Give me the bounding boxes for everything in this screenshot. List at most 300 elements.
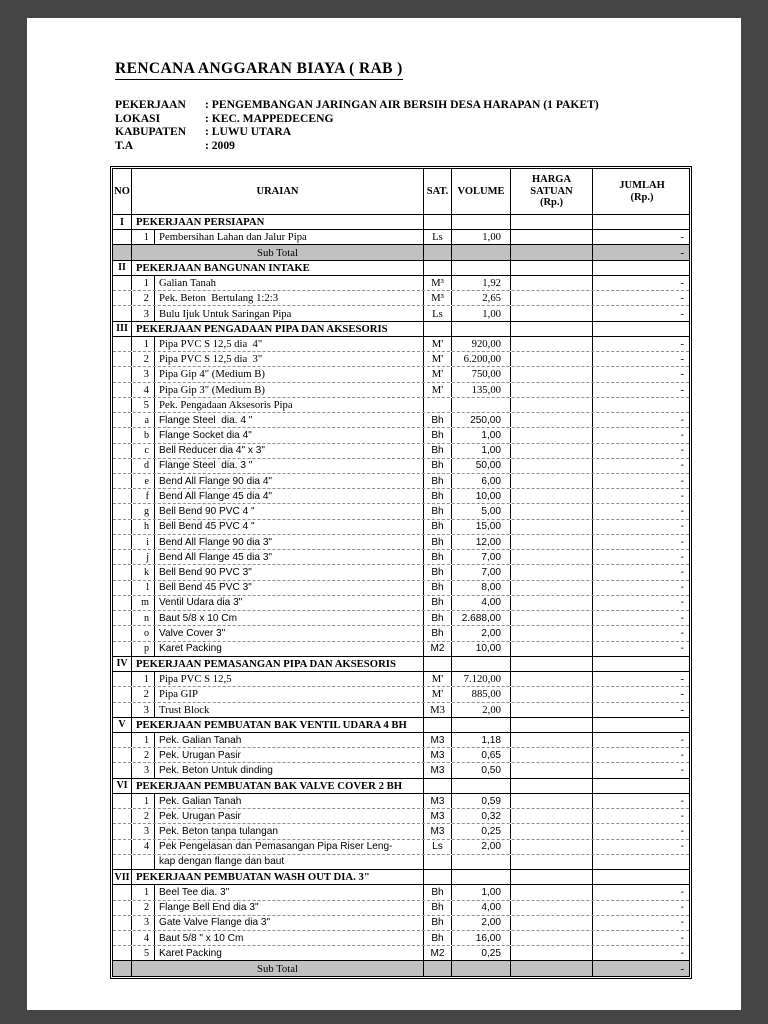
cell-no bbox=[113, 459, 132, 473]
table-row-item-3 bbox=[113, 915, 689, 930]
cell-harga bbox=[511, 794, 593, 808]
cell-sat bbox=[424, 215, 452, 229]
cell-harga bbox=[511, 322, 593, 336]
cell-no bbox=[113, 809, 132, 823]
cell-no bbox=[113, 276, 132, 290]
cell-no bbox=[113, 230, 132, 244]
cell-num: 3 bbox=[132, 763, 155, 777]
cell-uraian: Valve Cover 3" bbox=[155, 626, 424, 640]
cell-volume: 10,00 bbox=[452, 642, 511, 656]
cell-harga bbox=[511, 520, 593, 534]
cell-harga bbox=[511, 352, 593, 366]
cell-sat: Bh bbox=[424, 596, 452, 610]
cell-no bbox=[113, 733, 132, 747]
cell-volume: 1,00 bbox=[452, 885, 511, 899]
cell-jumlah: - bbox=[680, 277, 684, 290]
cell-jumlah: - bbox=[680, 551, 684, 563]
cell-volume bbox=[452, 215, 511, 229]
cell-harga bbox=[511, 581, 593, 595]
table-row-item-f bbox=[113, 488, 689, 503]
cell-jumlah: - bbox=[680, 902, 684, 914]
cell-num: j bbox=[132, 550, 155, 564]
cell-num: a bbox=[132, 413, 155, 427]
cell-uraian: PEKERJAAN PEMBUATAN BAK VALVE COVER 2 BH bbox=[132, 779, 424, 793]
cell-uraian: Pipa PVC S 12,5 dia 3" bbox=[155, 352, 424, 366]
cell-no bbox=[113, 245, 132, 259]
table-row-item-d bbox=[113, 458, 689, 473]
cell-uraian: Bell Reducer dia 4" x 3" bbox=[155, 444, 424, 458]
cell-no bbox=[113, 626, 132, 640]
table-row-section-VII bbox=[113, 869, 689, 884]
cell-no bbox=[113, 398, 132, 412]
table-row-subtotal bbox=[113, 244, 689, 259]
cell-uraian: Baut 5/8 x 10 Cm bbox=[155, 611, 424, 625]
cell-uraian: Ventil Udara dia 3" bbox=[155, 596, 424, 610]
meta-value: : KEC. MAPPEDECENG bbox=[205, 111, 334, 125]
table-row-item-5 bbox=[113, 397, 689, 412]
header-cell-jumlah: JUMLAH (Rp.) bbox=[619, 180, 665, 203]
cell-jumlah: - bbox=[680, 765, 684, 777]
cell-jumlah: - bbox=[680, 490, 684, 502]
cell-volume: 2.688,00 bbox=[452, 611, 511, 625]
header-cell-uraian: URAIAN bbox=[132, 169, 424, 214]
table-row-section-IV bbox=[113, 656, 689, 671]
cell-volume: 7,00 bbox=[452, 565, 511, 579]
cell-uraian: Pipa PVC S 12,5 dia 4" bbox=[155, 337, 424, 351]
cell-uraian: Flange Bell End dia 3" bbox=[155, 901, 424, 915]
cell-jumlah: - bbox=[680, 627, 684, 639]
cell-sat: Bh bbox=[424, 459, 452, 473]
cell-sat bbox=[424, 261, 452, 275]
cell-num: 1 bbox=[132, 885, 155, 899]
table-row-item-b bbox=[113, 427, 689, 442]
cell-volume bbox=[452, 398, 511, 412]
cell-sat: M2 bbox=[424, 642, 452, 656]
table-row-item-c bbox=[113, 443, 689, 458]
cell-jumlah bbox=[593, 322, 691, 336]
cell-jumlah: - bbox=[680, 506, 684, 518]
cell-sat bbox=[424, 779, 452, 793]
cell-num: e bbox=[132, 474, 155, 488]
cell-volume: 1,92 bbox=[452, 276, 511, 290]
cell-no bbox=[113, 672, 132, 686]
cell-uraian: Baut 5/8 " x 10 Cm bbox=[155, 931, 424, 945]
cell-sat bbox=[424, 961, 452, 975]
meta-value: : LUWU UTARA bbox=[205, 125, 292, 138]
cell-sat: M3 bbox=[424, 748, 452, 762]
cell-jumlah: - bbox=[680, 292, 684, 305]
cell-uraian: Gate Valve Flange dia 3" bbox=[155, 916, 424, 930]
cell-uraian: Pek. Beton Bertulang 1:2:3 bbox=[155, 291, 424, 305]
cell-sat: Ls bbox=[424, 230, 452, 244]
cell-jumlah bbox=[593, 398, 691, 412]
cell-uraian: Bell Bend 90 PVC 3" bbox=[155, 565, 424, 579]
cell-uraian: kap dengan flange dan baut bbox=[155, 855, 424, 869]
cell-jumlah: - bbox=[680, 368, 684, 381]
cell-uraian: Karet Packing bbox=[155, 946, 424, 960]
cell-no bbox=[113, 855, 132, 869]
cell-volume: 0,32 bbox=[452, 809, 511, 823]
table-row-section-V bbox=[113, 717, 689, 732]
cell-harga bbox=[511, 718, 593, 732]
cell-sat: Bh bbox=[424, 535, 452, 549]
cell-jumlah: - bbox=[680, 414, 684, 426]
table-row-item-3 bbox=[113, 305, 689, 320]
table-row-item-n bbox=[113, 610, 689, 625]
cell-volume: 750,00 bbox=[452, 367, 511, 381]
cell-harga bbox=[511, 306, 593, 320]
table-row-item-2 bbox=[113, 290, 689, 305]
cell-num: o bbox=[132, 626, 155, 640]
cell-volume bbox=[452, 322, 511, 336]
cell-jumlah bbox=[593, 779, 691, 793]
cell-harga bbox=[511, 703, 593, 717]
cell-no bbox=[113, 413, 132, 427]
cell-volume: 0,59 bbox=[452, 794, 511, 808]
cell-no bbox=[113, 642, 132, 656]
cell-volume: 4,00 bbox=[452, 596, 511, 610]
cell-no bbox=[113, 352, 132, 366]
cell-sat bbox=[424, 245, 452, 259]
cell-uraian: Bend All Flange 90 dia 3" bbox=[155, 535, 424, 549]
cell-no bbox=[113, 703, 132, 717]
table-row-item-4 bbox=[113, 382, 689, 397]
cell-sat: Bh bbox=[424, 413, 452, 427]
table-row-item-3 bbox=[113, 702, 689, 717]
cell-no bbox=[113, 337, 132, 351]
cell-uraian: Flange Steel dia. 4 " bbox=[155, 413, 424, 427]
cell-sat: Bh bbox=[424, 916, 452, 930]
cell-volume: 135,00 bbox=[452, 383, 511, 397]
table-header-row bbox=[113, 169, 689, 214]
cell-uraian: PEKERJAAN BANGUNAN INTAKE bbox=[132, 261, 424, 275]
cell-sat bbox=[424, 718, 452, 732]
cell-volume: 250,00 bbox=[452, 413, 511, 427]
cell-sat: M' bbox=[424, 337, 452, 351]
cell-no: VI bbox=[113, 779, 132, 793]
cell-uraian: PEKERJAAN PEMBUATAN BAK VENTIL UDARA 4 BH bbox=[132, 718, 424, 732]
cell-volume: 2,00 bbox=[452, 916, 511, 930]
cell-sat: Bh bbox=[424, 504, 452, 518]
document-page bbox=[27, 18, 741, 1010]
cell-sat: M' bbox=[424, 352, 452, 366]
table-row-item-3 bbox=[113, 366, 689, 381]
cell-harga bbox=[511, 459, 593, 473]
cell-harga bbox=[511, 657, 593, 671]
cell-uraian: Bell Bend 45 PVC 3" bbox=[155, 581, 424, 595]
cell-no bbox=[113, 611, 132, 625]
cell-volume: 2,00 bbox=[452, 840, 511, 854]
cell-no bbox=[113, 565, 132, 579]
cell-num: 1 bbox=[132, 672, 155, 686]
cell-no bbox=[113, 474, 132, 488]
cell-sat: M3 bbox=[424, 763, 452, 777]
cell-num: d bbox=[132, 459, 155, 473]
table-row-item-1 bbox=[113, 732, 689, 747]
cell-harga bbox=[511, 367, 593, 381]
cell-uraian: Bend All Flange 45 dia 3" bbox=[155, 550, 424, 564]
cell-volume bbox=[452, 779, 511, 793]
cell-volume: 2,00 bbox=[452, 626, 511, 640]
cell-jumlah: - bbox=[680, 337, 684, 350]
cell-sat: Ls bbox=[424, 306, 452, 320]
cell-harga bbox=[511, 916, 593, 930]
cell-sat: Bh bbox=[424, 626, 452, 640]
cell-jumlah: - bbox=[680, 643, 684, 655]
cell-num: 2 bbox=[132, 901, 155, 915]
cell-sat: M' bbox=[424, 672, 452, 686]
cell-no bbox=[113, 840, 132, 854]
cell-volume bbox=[452, 261, 511, 275]
cell-sat: Bh bbox=[424, 931, 452, 945]
cell-volume bbox=[452, 961, 511, 975]
table-row-item-1 bbox=[113, 884, 689, 899]
cell-volume: 920,00 bbox=[452, 337, 511, 351]
cell-harga bbox=[511, 398, 593, 412]
cell-harga bbox=[511, 901, 593, 915]
cell-harga bbox=[511, 489, 593, 503]
cell-volume: 7.120,00 bbox=[452, 672, 511, 686]
header-cell-sat: SAT. bbox=[424, 169, 452, 214]
cell-no bbox=[113, 931, 132, 945]
cell-volume: 1,00 bbox=[452, 444, 511, 458]
cell-volume: 2,00 bbox=[452, 703, 511, 717]
cell-jumlah: - bbox=[680, 688, 684, 701]
cell-volume: 5,00 bbox=[452, 504, 511, 518]
cell-no bbox=[113, 550, 132, 564]
cell-no bbox=[113, 581, 132, 595]
cell-no: IV bbox=[113, 657, 132, 671]
cell-jumlah: - bbox=[680, 886, 684, 898]
cell-volume: 1,18 bbox=[452, 733, 511, 747]
cell-harga bbox=[511, 672, 593, 686]
header-cell-harga-satuan: HARGA SATUAN (Rp.) bbox=[511, 169, 593, 214]
cell-uraian: PEKERJAAN PEMASANGAN PIPA DAN AKSESORIS bbox=[132, 657, 424, 671]
cell-volume: 1,00 bbox=[452, 306, 511, 320]
cell-jumlah: - bbox=[680, 703, 684, 716]
cell-no bbox=[113, 520, 132, 534]
cell-no bbox=[113, 428, 132, 442]
cell-jumlah: - bbox=[680, 749, 684, 761]
cell-harga bbox=[511, 261, 593, 275]
meta-label: T.A bbox=[115, 138, 134, 152]
cell-volume: 50,00 bbox=[452, 459, 511, 473]
table-row-item-k bbox=[113, 564, 689, 579]
cell-harga bbox=[511, 748, 593, 762]
cell-harga bbox=[511, 855, 593, 869]
cell-harga bbox=[511, 733, 593, 747]
cell-sat: Bh bbox=[424, 550, 452, 564]
cell-volume: 16,00 bbox=[452, 931, 511, 945]
table-row-item-5 bbox=[113, 945, 689, 960]
table-row-item-3 bbox=[113, 823, 689, 838]
cell-uraian: Galian Tanah bbox=[155, 276, 424, 290]
cell-volume: 0,25 bbox=[452, 824, 511, 838]
cell-no bbox=[113, 504, 132, 518]
meta-label: PEKERJAAN bbox=[115, 98, 186, 111]
rab-table-inner bbox=[112, 168, 690, 977]
cell-volume: 0,50 bbox=[452, 763, 511, 777]
table-row-item-l bbox=[113, 580, 689, 595]
cell-sat: M3 bbox=[424, 703, 452, 717]
cell-jumlah bbox=[593, 855, 691, 869]
cell-no bbox=[113, 687, 132, 701]
cell-jumlah: - bbox=[680, 231, 684, 244]
table-row-item-2 bbox=[113, 747, 689, 762]
cell-harga bbox=[511, 550, 593, 564]
meta-label: KABUPATEN bbox=[115, 125, 187, 138]
cell-no: II bbox=[113, 261, 132, 275]
cell-volume: 1,00 bbox=[452, 230, 511, 244]
cell-sat: M³ bbox=[424, 291, 452, 305]
cell-num: 1 bbox=[132, 733, 155, 747]
cell-jumlah: - bbox=[680, 673, 684, 686]
meta-row-pekerjaan bbox=[115, 98, 599, 112]
cell-uraian: Flange Socket dia 4" bbox=[155, 428, 424, 442]
cell-volume: 12,00 bbox=[452, 535, 511, 549]
cell-harga bbox=[511, 931, 593, 945]
cell-harga bbox=[511, 444, 593, 458]
cell-uraian: Pek Pengelasan dan Pemasangan Pipa Riser Leng- bbox=[155, 840, 424, 854]
cell-jumlah: - bbox=[680, 567, 684, 578]
cell-volume: 6,00 bbox=[452, 474, 511, 488]
table-row-item-j bbox=[113, 549, 689, 564]
cell-sat: M' bbox=[424, 687, 452, 701]
cell-volume: 10,00 bbox=[452, 489, 511, 503]
cell-harga bbox=[511, 870, 593, 884]
cell-sat: Bh bbox=[424, 565, 452, 579]
cell-sat: Bh bbox=[424, 885, 452, 899]
cell-harga bbox=[511, 245, 593, 259]
cell-jumlah bbox=[593, 261, 691, 275]
table-row-item-1 bbox=[113, 275, 689, 290]
cell-sat: Bh bbox=[424, 581, 452, 595]
cell-no bbox=[113, 763, 132, 777]
cell-num: 1 bbox=[132, 230, 155, 244]
cell-volume: 15,00 bbox=[452, 520, 511, 534]
table-row-item-g bbox=[113, 503, 689, 518]
cell-no: VII bbox=[113, 870, 132, 884]
cell-sat: M3 bbox=[424, 733, 452, 747]
cell-volume bbox=[452, 855, 511, 869]
cell-volume: 7,00 bbox=[452, 550, 511, 564]
cell-no bbox=[113, 489, 132, 503]
cell-volume: 4,00 bbox=[452, 901, 511, 915]
table-row-item-2 bbox=[113, 686, 689, 701]
cell-uraian: Bend All Flange 90 dia 4" bbox=[155, 474, 424, 488]
table-body bbox=[113, 214, 689, 976]
cell-volume bbox=[452, 718, 511, 732]
table-row-section-VI bbox=[113, 778, 689, 793]
cell-uraian: Pipa Gip 3" (Medium B) bbox=[155, 383, 424, 397]
cell-no bbox=[113, 291, 132, 305]
cell-harga bbox=[511, 824, 593, 838]
table-row-section-II bbox=[113, 260, 689, 275]
cell-jumlah: - bbox=[680, 383, 684, 396]
cell-no bbox=[113, 596, 132, 610]
cell-harga bbox=[511, 474, 593, 488]
cell-jumlah: - bbox=[680, 536, 684, 548]
cell-sat bbox=[424, 870, 452, 884]
cell-harga bbox=[511, 946, 593, 960]
cell-num: 2 bbox=[132, 687, 155, 701]
cell-num: k bbox=[132, 565, 155, 579]
cell-num: 3 bbox=[132, 824, 155, 838]
cell-volume bbox=[452, 657, 511, 671]
table-row-section-I bbox=[113, 214, 689, 229]
cell-jumlah: - bbox=[680, 246, 684, 259]
cell-no bbox=[113, 306, 132, 320]
cell-jumlah: - bbox=[680, 962, 684, 975]
cell-sat: M3 bbox=[424, 824, 452, 838]
cell-jumlah: - bbox=[680, 810, 684, 822]
cell-num: m bbox=[132, 596, 155, 610]
cell-volume: 885,00 bbox=[452, 687, 511, 701]
meta-value: : 2009 bbox=[205, 138, 235, 152]
cell-uraian: Pipa Gip 4" (Medium B) bbox=[155, 367, 424, 381]
cell-sat: Bh bbox=[424, 474, 452, 488]
cell-uraian: Bell Bend 45 PVC 4 " bbox=[155, 520, 424, 534]
cell-no bbox=[113, 444, 132, 458]
cell-sat bbox=[424, 657, 452, 671]
cell-num: 2 bbox=[132, 352, 155, 366]
cell-jumlah: - bbox=[680, 429, 684, 441]
cell-no bbox=[113, 383, 132, 397]
cell-uraian: Pek. Galian Tanah bbox=[155, 733, 424, 747]
cell-harga bbox=[511, 809, 593, 823]
cell-jumlah: - bbox=[680, 582, 684, 594]
cell-num: 3 bbox=[132, 367, 155, 381]
header-cell-no: NO bbox=[113, 169, 132, 214]
table-row-item-2 bbox=[113, 900, 689, 915]
cell-num: 2 bbox=[132, 748, 155, 762]
cell-harga bbox=[511, 961, 593, 975]
page-title: RENCANA ANGGARAN BIAYA ( RAB ) bbox=[115, 60, 403, 80]
cell-volume bbox=[452, 245, 511, 259]
cell-uraian: Pipa GIP bbox=[155, 687, 424, 701]
table-row-subtotal bbox=[113, 960, 689, 975]
cell-sat bbox=[424, 855, 452, 869]
table-row-item-h bbox=[113, 519, 689, 534]
cell-num: 5 bbox=[132, 946, 155, 960]
cell-num: n bbox=[132, 611, 155, 625]
cell-num bbox=[132, 855, 155, 869]
cell-sat: Bh bbox=[424, 489, 452, 503]
cell-num: 4 bbox=[132, 931, 155, 945]
cell-harga bbox=[511, 626, 593, 640]
cell-num: 1 bbox=[132, 337, 155, 351]
cell-uraian: Pek. Urugan Pasir bbox=[155, 748, 424, 762]
cell-sat bbox=[424, 398, 452, 412]
cell-num: f bbox=[132, 489, 155, 503]
cell-uraian: Pek. Beton tanpa tulangan bbox=[155, 824, 424, 838]
cell-sat: M3 bbox=[424, 809, 452, 823]
cell-uraian: Bend All Flange 45 dia 4" bbox=[155, 489, 424, 503]
cell-volume: 8,00 bbox=[452, 581, 511, 595]
cell-num: b bbox=[132, 428, 155, 442]
cell-jumlah: - bbox=[680, 612, 684, 624]
cell-jumlah bbox=[593, 657, 691, 671]
cell-num: 3 bbox=[132, 916, 155, 930]
table-row-item-1 bbox=[113, 793, 689, 808]
document-meta bbox=[115, 98, 599, 152]
table-row-item-1 bbox=[113, 336, 689, 351]
cell-jumlah bbox=[593, 215, 691, 229]
cell-num: 1 bbox=[132, 276, 155, 290]
cell-no bbox=[113, 961, 132, 975]
cell-no bbox=[113, 748, 132, 762]
cell-harga bbox=[511, 383, 593, 397]
